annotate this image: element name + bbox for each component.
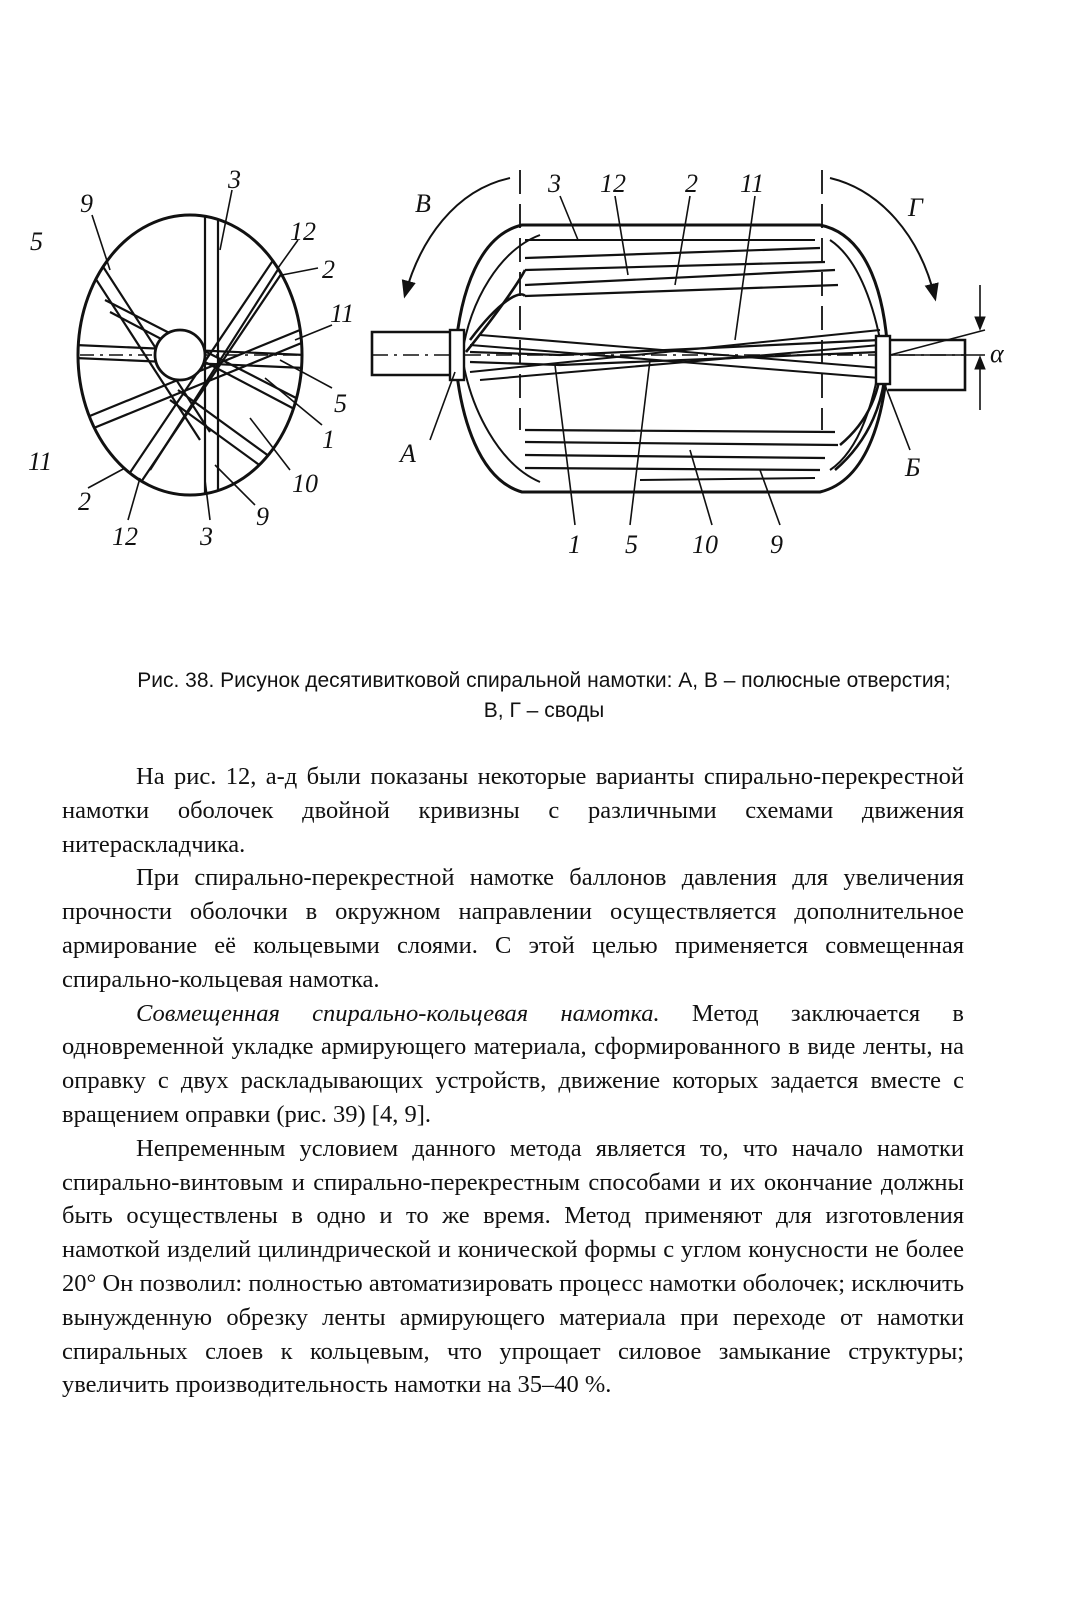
label: 9 — [80, 189, 93, 218]
label: 11 — [740, 169, 765, 198]
label: Б — [905, 453, 921, 482]
label: 12 — [290, 217, 316, 246]
label: 1 — [322, 425, 335, 454]
label: 12 — [112, 522, 138, 551]
paragraph-3 — [62, 997, 964, 1132]
body-text — [62, 760, 964, 1402]
figure-caption — [60, 666, 1028, 726]
figure-38 — [0, 0, 1088, 640]
label: Г — [908, 193, 923, 222]
label: 2 — [78, 487, 91, 516]
label: 12 — [600, 169, 626, 198]
label: В — [415, 189, 431, 218]
label: 11 — [330, 299, 355, 328]
label: 11 — [28, 447, 53, 476]
paragraph-3-lead: Совмещенная спирально-кольцевая намотка. — [136, 999, 660, 1027]
label: 3 — [200, 522, 213, 551]
label: 10 — [292, 469, 318, 498]
label: 5 — [625, 530, 638, 559]
caption-line-1: Рис. 38. Рисунок десятивитковой спиральной намотки: А, В – полюсные отверстия; — [137, 669, 951, 692]
label: 2 — [685, 169, 698, 198]
label: 5 — [30, 227, 43, 256]
label: 3 — [228, 165, 241, 194]
caption-line-2: В, Г – своды — [483, 699, 605, 722]
label: α — [990, 339, 1004, 368]
paragraph-3-rest: Метод заключается в одновременной укладке армирующего материала, сформированного в виде ленты, на оправку с двух раскладывающих устройств, движение которых задается вместе с вращением оправки (рис. 39) [4, 9]. — [62, 999, 964, 1128]
paragraph-2: При спирально-перекрестной намотке баллонов давления для увеличения прочности оболочки в окружном направлении осуществляется дополнительное армирование её кольцевыми слоями. С этой целью применяется совмещенная спирально-кольцевая намотка. — [62, 864, 964, 993]
label: 1 — [568, 530, 581, 559]
paragraph-4: Непременным условием данного метода является то, что начало намотки спирально-винтовым и спирально-перекрестным способами и их окончание должны быть осуществлены в одно и то же время. Метод применяют для изготовления намоткой изделий цилиндрической и конической формы с углом конусности не более 20° Он позволил: полностью автоматизировать процесс намотки оболочек; исключить вынужденную обрезку ленты армирующего материала при переходе от намотки спиральных слоев к кольцевым, что упрощает силовое замыкание структуры; увеличить производительность намотки на 35–40 %. — [62, 1134, 964, 1399]
label: 3 — [548, 169, 561, 198]
paragraph-1: На рис. 12, а-д были показаны некоторые варианты спирально-перекрестной намотки оболочек двойной кривизны с различными схемами движения нитераскладчика. — [62, 763, 964, 858]
label: 10 — [692, 530, 718, 559]
side-view-diagram — [372, 170, 985, 525]
label: 9 — [256, 502, 269, 531]
label: 9 — [770, 530, 783, 559]
label: 5 — [334, 389, 347, 418]
label: 2 — [322, 255, 335, 284]
label: A — [400, 439, 416, 468]
